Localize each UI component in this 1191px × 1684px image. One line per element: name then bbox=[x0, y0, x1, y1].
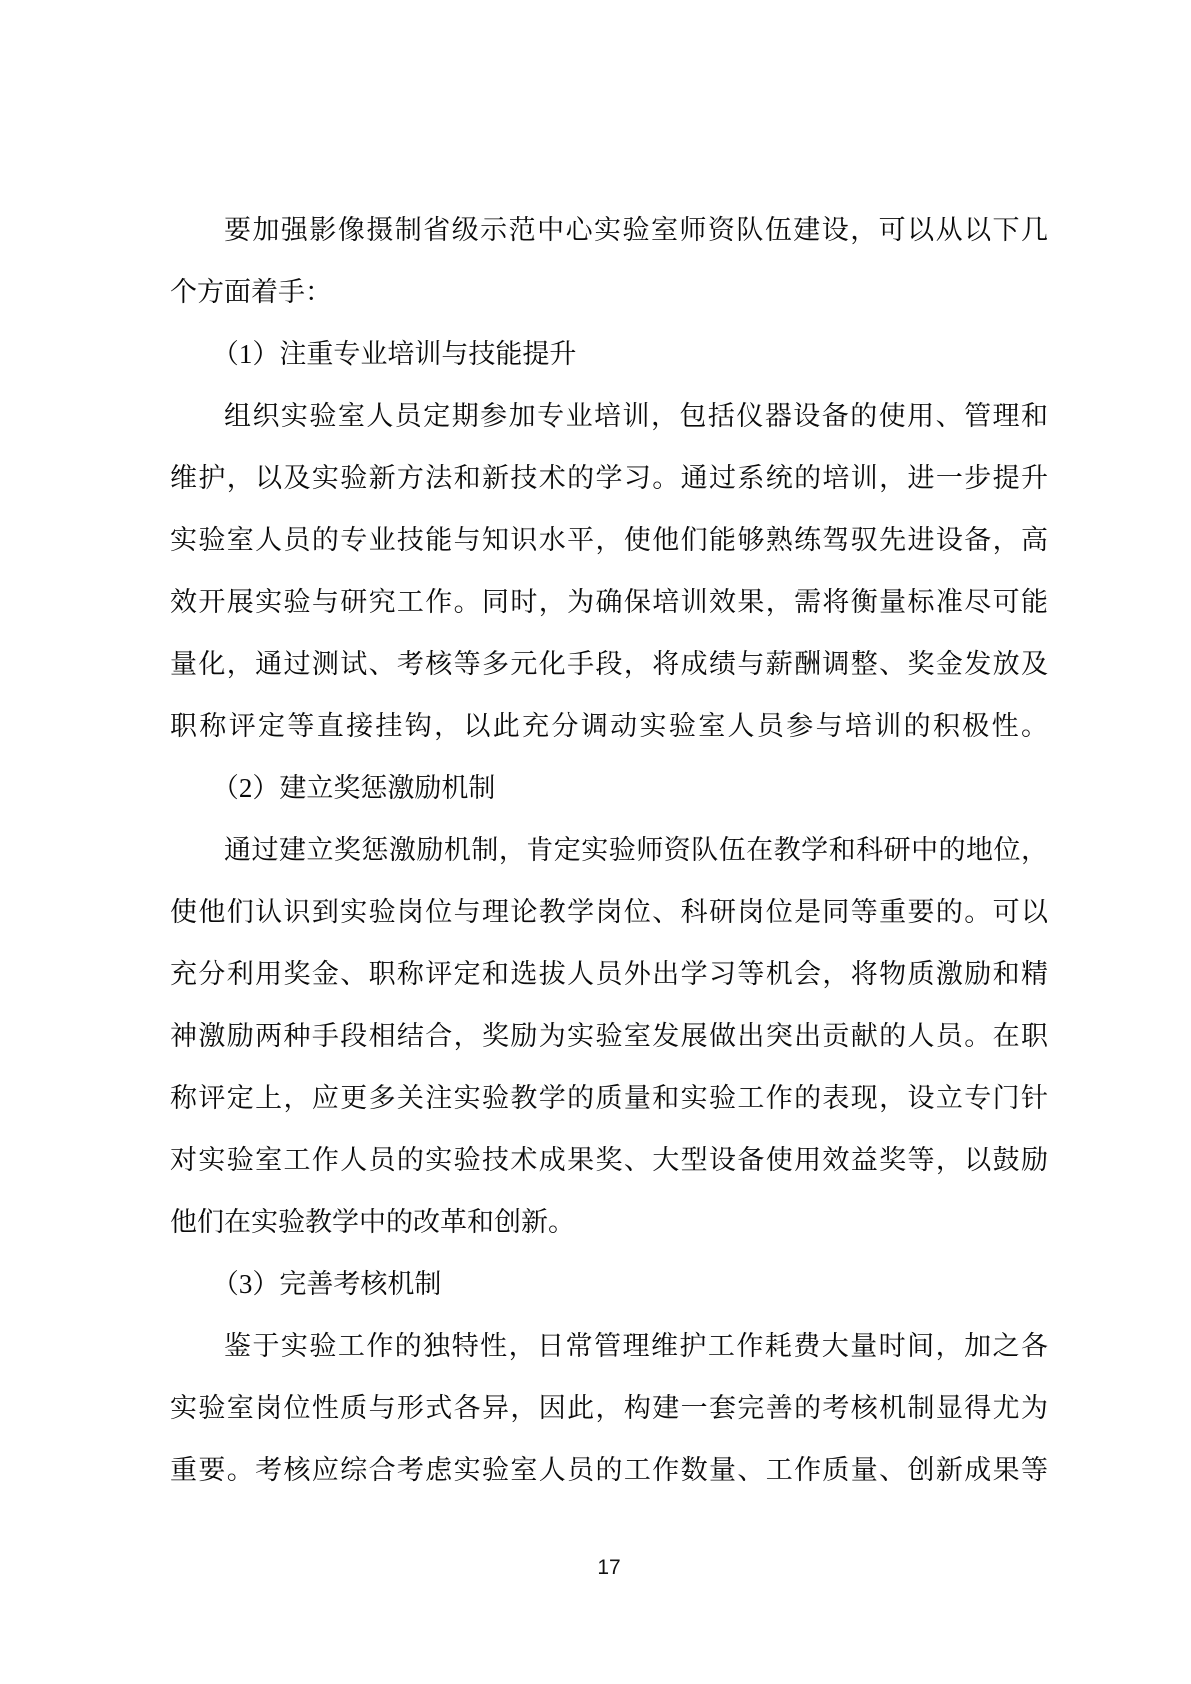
text-line: 重要。考核应综合考虑实验室人员的工作数量、工作质量、创新成果等 bbox=[170, 1455, 1048, 1485]
text-line: 实验室人员的专业技能与知识水平，使他们能够熟练驾驭先进设备，高 bbox=[170, 525, 1048, 555]
text-line: 神激励两种手段相结合，奖励为实验室发展做出突出贡献的人员。在职 bbox=[170, 1021, 1048, 1051]
text-line: 要加强影像摄制省级示范中心实验室师资队伍建设，可以从以下几 bbox=[224, 215, 1048, 245]
text-line: 维护，以及实验新方法和新技术的学习。通过系统的培训，进一步提升 bbox=[170, 463, 1048, 493]
page-footer bbox=[170, 1556, 1048, 1580]
section-heading: （3）完善考核机制 bbox=[211, 1269, 442, 1299]
text-line: 组织实验室人员定期参加专业培训，包括仪器设备的使用、管理和 bbox=[224, 401, 1048, 431]
text-line: 他们在实验教学中的改革和创新。 bbox=[170, 1207, 575, 1237]
text-line: 职称评定等直接挂钩，以此充分调动实验室人员参与培训的积极性。 bbox=[170, 711, 1048, 741]
section-heading: （2）建立奖惩激励机制 bbox=[211, 773, 496, 803]
text-line: 使他们认识到实验岗位与理论教学岗位、科研岗位是同等重要的。可以 bbox=[170, 897, 1048, 927]
text-line: 鉴于实验工作的独特性，日常管理维护工作耗费大量时间，加之各 bbox=[224, 1331, 1048, 1361]
text-line: 充分利用奖金、职称评定和选拔人员外出学习等机会，将物质激励和精 bbox=[170, 959, 1048, 989]
document-body bbox=[170, 199, 1048, 1501]
text-line: 称评定上，应更多关注实验教学的质量和实验工作的表现，设立专门针 bbox=[170, 1083, 1048, 1113]
text-line: 对实验室工作人员的实验技术成果奖、大型设备使用效益奖等，以鼓励 bbox=[170, 1145, 1048, 1175]
text-line: 实验室岗位性质与形式各异，因此，构建一套完善的考核机制显得尤为 bbox=[170, 1393, 1048, 1423]
text-line: 个方面着手： bbox=[170, 277, 332, 307]
page-number: 17 bbox=[597, 1556, 621, 1579]
text-line: 效开展实验与研究工作。同时，为确保培训效果，需将衡量标准尽可能 bbox=[170, 587, 1048, 617]
text-line: 通过建立奖惩激励机制，肯定实验师资队伍在教学和科研中的地位， bbox=[224, 835, 1048, 865]
section-heading: （1）注重专业培训与技能提升 bbox=[211, 339, 577, 369]
text-line: 量化，通过测试、考核等多元化手段，将成绩与薪酬调整、奖金发放及 bbox=[170, 649, 1048, 679]
